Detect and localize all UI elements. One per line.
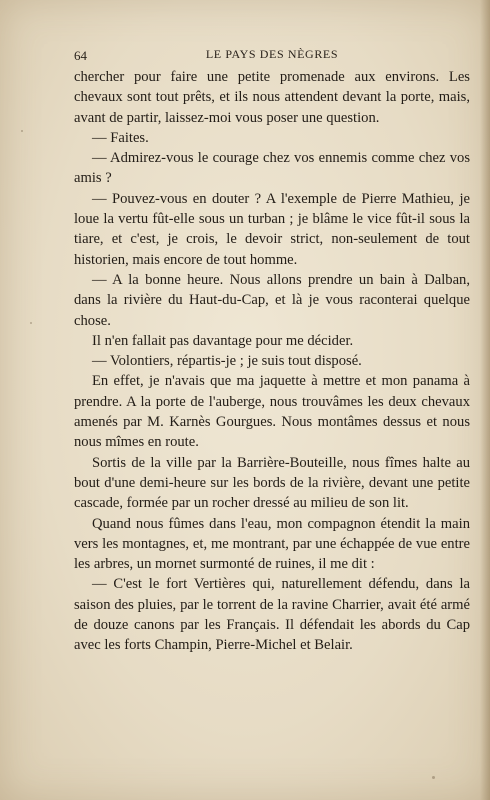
paragraph: Quand nous fûmes dans l'eau, mon compagnon étendit la main vers les montagnes, et, me montrant, par une échappée de vue entre les arbres, un mornet surmonté de ruines, il me dit : (74, 515, 470, 573)
page-spine-shadow (480, 0, 490, 800)
paragraph: En effet, je n'avais que ma jaquette à mettre et mon panama à prendre. A la porte de l'auberge, nous trouvâmes les deux chevaux amenés par M. Karnès Gourgues. Nous montâmes dessus et nous nous mîmes en route. (74, 373, 470, 451)
running-title: LE PAYS DES NÈGRES (205, 47, 339, 61)
paragraph: — C'est le fort Vertières qui, naturellement défendu, dans la saison des pluies, par le torrent de la ravine Charrier, avait été armé de douze canons par les Français. Il défendait les abords du Cap avec les forts Champin, Pierre-Michel et Belair. (74, 576, 470, 654)
page-header (74, 47, 470, 63)
paragraph: — A la bonne heure. Nous allons prendre un bain à Dalban, dans la rivière du Haut-du-Cap, et là je vous raconterai quelque chose. (74, 271, 470, 329)
paragraph: Il n'en fallait pas davantage pour me décider. (92, 332, 354, 349)
paragraph-continuation: chercher pour faire une petite promenade aux environs. Les chevaux sont tout prêts, et ils nous attendent devant la porte, mais, avant de partir, laissez-moi vous poser une question. (74, 69, 470, 126)
paragraph: — Volontiers, répartis-je ; je suis tout disposé. (92, 353, 362, 370)
paragraph: — Pouvez-vous en douter ? A l'exemple de Pierre Mathieu, je loue la vertu fût-elle sous un turban ; je blâme le vice fût-il sous la tiare, et c'est, je crois, le devoir strict, non-seulement de tout historien, mais encore de tout homme. (74, 190, 470, 268)
paragraph: — Faites. (92, 129, 149, 146)
paper-speck (30, 322, 32, 324)
paragraph: — Admirez-vous le courage chez vos ennemis comme chez vos amis ? (74, 150, 470, 187)
page-number: 64 (74, 48, 87, 63)
paragraph: Sortis de la ville par la Barrière-Bouteille, nous fîmes halte au bout d'une demi-heure sur les bords de la rivière, devant une petite cascade, formée par un rocher dressé au milieu de son lit. (74, 454, 470, 512)
paper-speck (21, 130, 23, 132)
paper-speck (432, 776, 435, 779)
page-body (74, 67, 470, 656)
